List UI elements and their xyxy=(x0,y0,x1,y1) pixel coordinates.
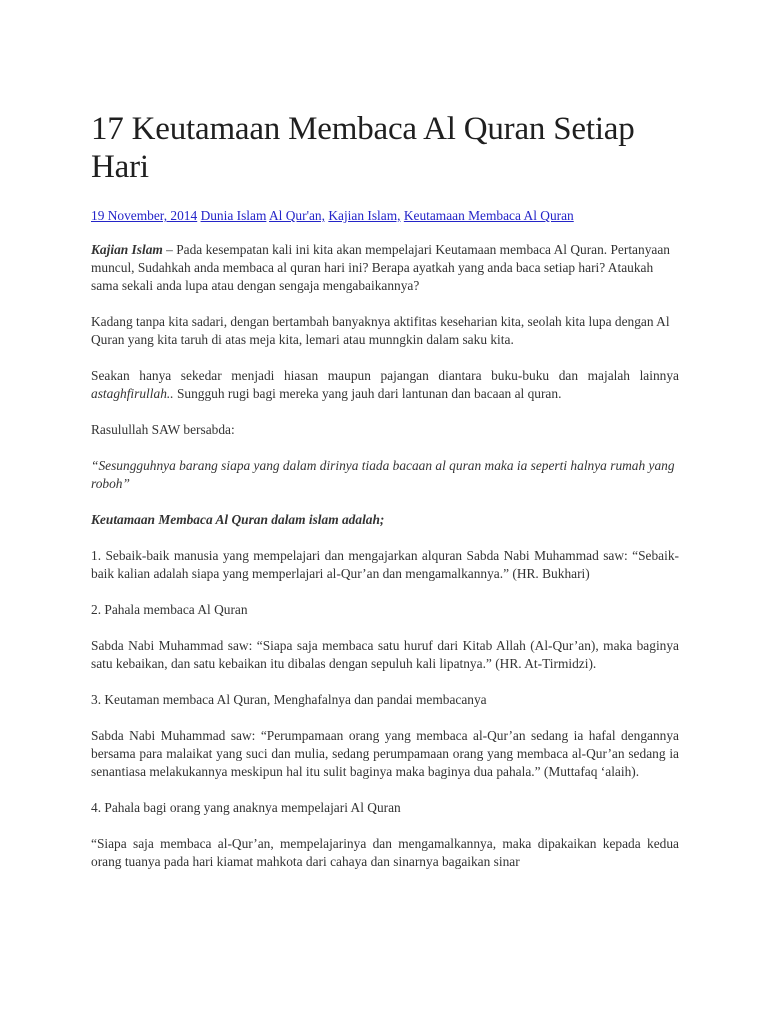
article xyxy=(91,110,679,889)
category-link-kajian-islam[interactable]: Kajian Islam, xyxy=(328,208,401,223)
list-item-3-title: 3. Keutaman membaca Al Quran, Menghafalnya dan pandai membacanya xyxy=(91,692,487,707)
list-item-3-text: Sabda Nabi Muhammad saw: “Perumpamaan orang yang membaca al-Qur’an sedang ia hafal dengannya bersama para malaikat yang suci dan mulia, sedang perumpamaan orang yang membaca al-Qur’an sedang ia senantiasa melakukannya meskipun hal itu sulit baginya maka baginya dua pahala.” (Muttafaq ‘alaih). xyxy=(91,728,679,779)
intro-lead: Kajian Islam xyxy=(91,242,163,257)
paragraph-3-after: Sungguh rugi bagi mereka yang jauh dari lantunan dan bacaan al quran. xyxy=(173,386,562,401)
category-link-al-quran[interactable]: Al Qur'an, xyxy=(269,208,325,223)
list-item-4-title: 4. Pahala bagi orang yang anaknya mempelajari Al Quran xyxy=(91,800,401,815)
intro-paragraph xyxy=(91,241,679,295)
list-item-2-title: 2. Pahala membaca Al Quran xyxy=(91,602,248,617)
paragraph-4: Rasulullah SAW bersabda: xyxy=(91,422,235,437)
list-item-2-text: Sabda Nabi Muhammad saw: “Siapa saja membaca satu huruf dari Kitab Allah (Al-Qur’an), maka baginya satu kebaikan, dan satu kebaikan itu dibalas dengan sepuluh kali lipatnya.” (HR. At-Tirmidzi). xyxy=(91,638,679,671)
paragraph-3-italic: astaghfirullah.. xyxy=(91,386,174,401)
list-item-4-text: “Siapa saja membaca al-Qur’an, mempelajarinya dan mengamalkannya, maka dipakaikan kepada kedua orang tuanya pada hari kiamat mahkota dari cahaya dan sinarnya bagaikan sinar xyxy=(91,836,679,869)
date-link[interactable]: 19 November, 2014 xyxy=(91,208,198,223)
article-title: 17 Keutamaan Membaca Al Quran Setiap Hari xyxy=(91,111,635,185)
category-link-dunia-islam[interactable]: Dunia Islam xyxy=(200,208,267,223)
paragraph-2: Kadang tanpa kita sadari, dengan bertambah banyaknya aktifitas keseharian kita, seolah kita lupa dengan Al Quran yang kita taruh di atas meja kita, lemari atau munngkin dalam saku kita. xyxy=(91,314,670,347)
list-item-1: 1. Sebaik-baik manusia yang mempelajari dan mengajarkan alquran Sabda Nabi Muhammad saw: “Sebaik-baik kalian adalah siapa yang memperlajari al-Qur’an dan mengamalkannya.” (HR. Bukhari) xyxy=(91,548,679,581)
intro-text: – Pada kesempatan kali ini kita akan mempelajari Keutamaan membaca Al Quran. Pertanyaan muncul, Sudahkah anda membaca al quran hari ini? Berapa ayatkah yang anda baca setiap hari? Ataukah sama sekali anda lupa atau dengan sengaja mengabaikannya? xyxy=(91,242,670,293)
hadith-quote: “Sesungguhnya barang siapa yang dalam dirinya tiada bacaan al quran maka ia seperti halnya rumah yang roboh” xyxy=(91,458,675,491)
category-link-keutamaan[interactable]: Keutamaan Membaca Al Quran xyxy=(403,208,574,223)
section-heading: Keutamaan Membaca Al Quran dalam islam adalah; xyxy=(91,512,385,527)
paragraph-3 xyxy=(91,367,679,403)
article-meta xyxy=(91,207,679,225)
paragraph-3-text: Seakan hanya sekedar menjadi hiasan maupun pajangan diantara buku-buku dan majalah lainnya xyxy=(91,368,679,383)
